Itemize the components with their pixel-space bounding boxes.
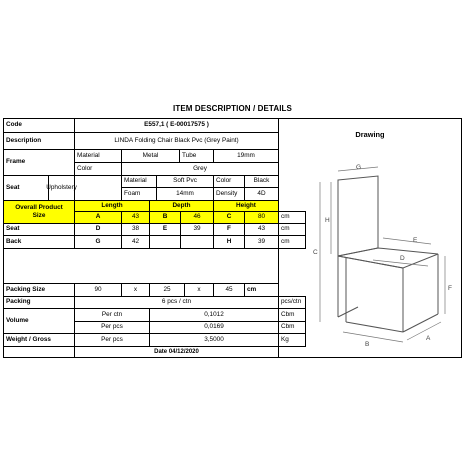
drawing-label: Drawing [355,130,385,139]
frame-color-value: Grey [121,162,279,176]
dim-h-value: 39 [244,235,279,249]
chair-backrest [338,176,378,256]
dim-e-letter: E [149,223,181,236]
description-value: LINDA Folding Chair Black Pvc (Grey Paint) [74,132,279,150]
weight-per-pcs-label: Per pcs [74,333,150,347]
date-stamp: Date 04/12/2020 [74,346,279,358]
packing-size-unit: cm [244,283,279,297]
length-header: Length [74,200,150,212]
dim-g-value: 42 [121,235,150,249]
packing-size-depth: 25 [149,283,185,297]
volume-unit-pcs: Cbm [278,321,306,334]
weight-unit: Kg [278,333,306,347]
dim-d-letter: D [74,223,122,236]
volume-per-pcs-value: 0,0169 [149,321,279,334]
seat-color-label: Color [213,175,245,188]
seat-density-value: 4D [244,187,279,201]
packing-size-length: 90 [74,283,122,297]
seat-material-value: Soft Pvc [156,175,214,188]
description-label: Description [3,132,75,150]
dim-b-value: 46 [180,211,214,224]
height-header: Height [213,200,279,212]
drawing-letter-a: A [426,335,431,342]
frame-color-label: Color [74,162,122,176]
seat-upholstery-label: Upholstery [48,175,75,201]
drawing-letter-e: E [413,237,418,244]
overall-unit: cm [278,211,306,224]
back-dims-label: Back [3,235,75,249]
depth-header: Depth [149,200,214,212]
seat-foam-label: Foam [121,187,157,201]
dim-f-value: 43 [244,223,279,236]
dim-a-letter: A [74,211,122,224]
seat-foam-value: 14mm [156,187,214,201]
weight-label: Weight / Gross [3,333,75,347]
chair-drawing [303,162,453,352]
volume-per-ctn-value: 0,1012 [149,308,279,322]
dim-e-value: 39 [180,223,214,236]
code-value: E557,1 ( E-00017575 ) [74,118,279,133]
frame-label: Frame [3,149,75,176]
frame-tube-label: Tube [179,149,214,163]
details-table [3,118,462,358]
dim-c-value: 80 [244,211,279,224]
dim-h-letter: H [213,235,245,249]
packing-value: 6 pcs / ctn [74,296,279,309]
volume-unit-ctn: Cbm [278,308,306,322]
packing-size-x2: x [184,283,214,297]
drawing-letter-b: B [365,341,370,348]
frame-tube-value: 19mm [213,149,279,163]
back-dims-unit: cm [278,235,306,249]
document-title: ITEM DESCRIPTION / DETAILS [173,104,292,113]
code-label: Code [3,118,75,133]
frame-material-label: Material [74,149,122,163]
dim-d-value: 38 [121,223,150,236]
packing-label: Packing [3,296,75,309]
overall-size-label: Overall Product Size [3,200,75,224]
drawing-letter-f: F [448,285,452,292]
packing-size-height: 45 [213,283,245,297]
volume-per-ctn-label: Per ctn [74,308,150,322]
dim-f-letter: F [213,223,245,236]
dim-g-letter: G [74,235,122,249]
packing-unit: pcs/ctn [278,296,306,309]
seat-dims-label: Seat [3,223,75,236]
dim-a-value: 43 [121,211,150,224]
frame-material-value: Metal [121,149,180,163]
drawing-letter-c: C [313,249,318,256]
dim-b-letter: B [149,211,181,224]
packing-size-x1: x [121,283,150,297]
seat-material-label: Material [121,175,157,188]
seat-label: Seat [3,175,49,201]
volume-label: Volume [3,308,75,334]
seat-density-label: Density [213,187,245,201]
dim-c-letter: C [213,211,245,224]
drawing-letter-d: D [400,255,405,262]
seat-color-value: Black [244,175,279,188]
seat-dims-unit: cm [278,223,306,236]
drawing-letter-h: H [325,217,330,224]
packing-size-label: Packing Size [3,283,75,297]
drawing-letter-g: G [356,164,362,171]
weight-value: 3,5000 [149,333,279,347]
volume-per-pcs-label: Per pcs [74,321,150,334]
